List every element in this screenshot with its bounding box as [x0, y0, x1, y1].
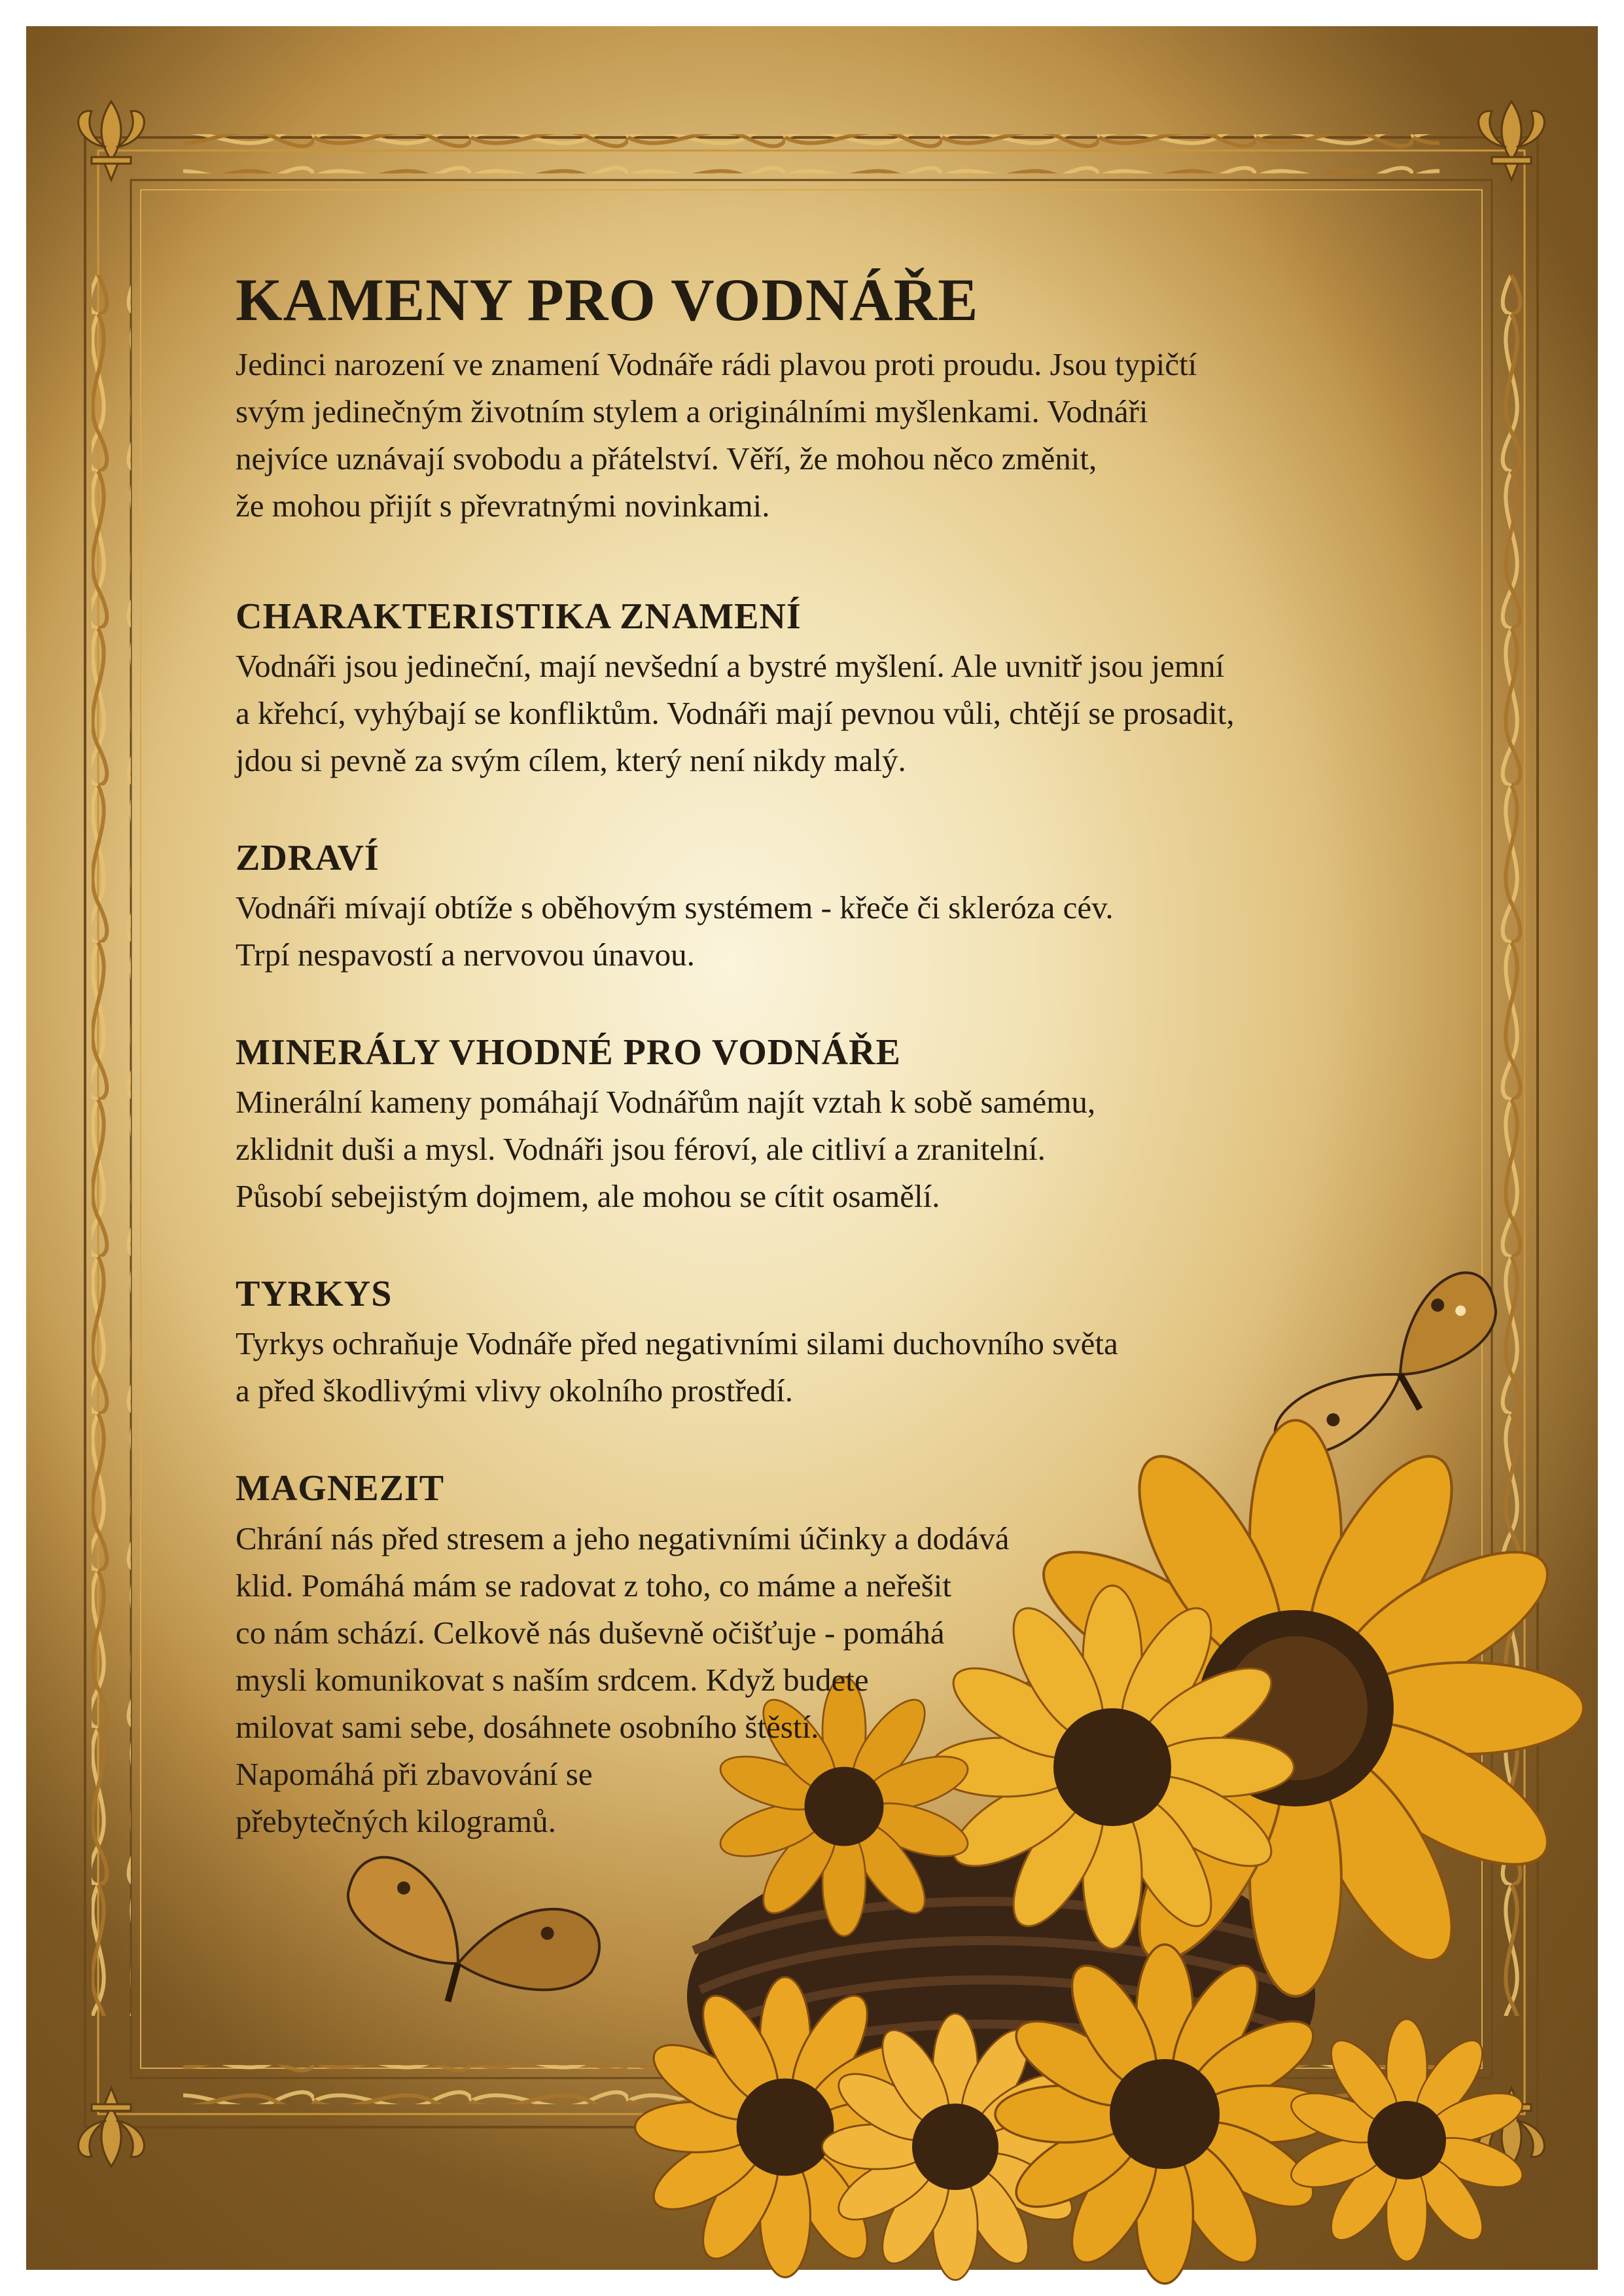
page-title: KAMENY PRO VODNÁŘE	[236, 266, 979, 333]
section-charakteristika	[236, 595, 1479, 784]
text-line: Minerální kameny pomáhají Vodnářům najít vztah k sobě samému,	[236, 1084, 1096, 1121]
section-heading: MAGNEZIT	[236, 1468, 445, 1509]
text-line: mysli komunikovat s naším srdcem. Když budete	[236, 1661, 869, 1698]
document-content	[236, 268, 1479, 1897]
text-line: a křehcí, vyhýbají se konfliktům. Vodnáři mají pevnou vůli, chtějí se prosadit,	[236, 694, 1235, 731]
text-line: milovat sami sebe, dosáhnete osobního štěstí.	[236, 1708, 819, 1745]
text-line: klid. Pomáhá mám se radovat z toho, co máme a neřešit	[236, 1567, 952, 1604]
section-heading: MINERÁLY VHODNÉ PRO VODNÁŘE	[236, 1031, 901, 1073]
text-line: Působí sebejistým dojmem, ale mohou se cítit osamělí.	[236, 1178, 940, 1215]
text-line: přebytečných kilogramů.	[236, 1803, 556, 1839]
section-paragraph	[236, 1515, 1479, 1845]
intro-paragraph	[236, 341, 1479, 529]
text-line: svým jedinečným životním stylem a originálními myšlenkami. Vodnáři	[236, 393, 1148, 429]
section-paragraph	[236, 884, 1479, 978]
text-line: co nám schází. Celkově nás duševně očišťuje - pomáhá	[236, 1614, 945, 1651]
text-line: Tyrkys ochraňuje Vodnáře před negativními silami duchovního světa	[236, 1325, 1118, 1362]
text-line: Vodnáři jsou jedineční, mají nevšední a bystré myšlení. Ale uvnitř jsou jemní	[236, 647, 1225, 684]
section-heading: ZDRAVÍ	[236, 837, 380, 878]
section-magnezit	[236, 1467, 1479, 1844]
text-line: zklidnit duši a mysl. Vodnáři jsou féroví, ale citliví a zranitelní.	[236, 1131, 1046, 1168]
section-heading: TYRKYS	[236, 1274, 393, 1315]
intro-section	[236, 268, 1479, 529]
text-line: Chrání nás před stresem a jeho negativními účinky a dodává	[236, 1520, 1010, 1556]
section-paragraph	[236, 643, 1479, 784]
section-paragraph	[236, 1079, 1479, 1220]
text-line: jdou si pevně za svým cílem, který není nikdy malý.	[236, 742, 906, 778]
text-line: Trpí nespavostí a nervovou únavou.	[236, 936, 695, 973]
text-line: Vodnáři mívají obtíže s oběhovým systémem - křeče či skleróza cév.	[236, 889, 1114, 925]
section-zdravi	[236, 836, 1479, 978]
section-mineraly	[236, 1031, 1479, 1220]
section-heading: CHARAKTERISTIKA ZNAMENÍ	[236, 596, 802, 637]
text-line: Napomáhá při zbavování se	[236, 1755, 593, 1792]
text-line: a před škodlivými vlivy okolního prostředí.	[236, 1372, 793, 1409]
section-tyrkys	[236, 1272, 1479, 1414]
text-line: Jedinci narození ve znamení Vodnáře rádi plavou proti proudu. Jsou typičtí	[236, 346, 1197, 382]
text-line: že mohou přijít s převratnými novinkami.	[236, 487, 770, 524]
text-line: nejvíce uznávají svobodu a přátelství. Věří, že mohou něco změnit,	[236, 440, 1097, 476]
section-paragraph	[236, 1320, 1479, 1414]
